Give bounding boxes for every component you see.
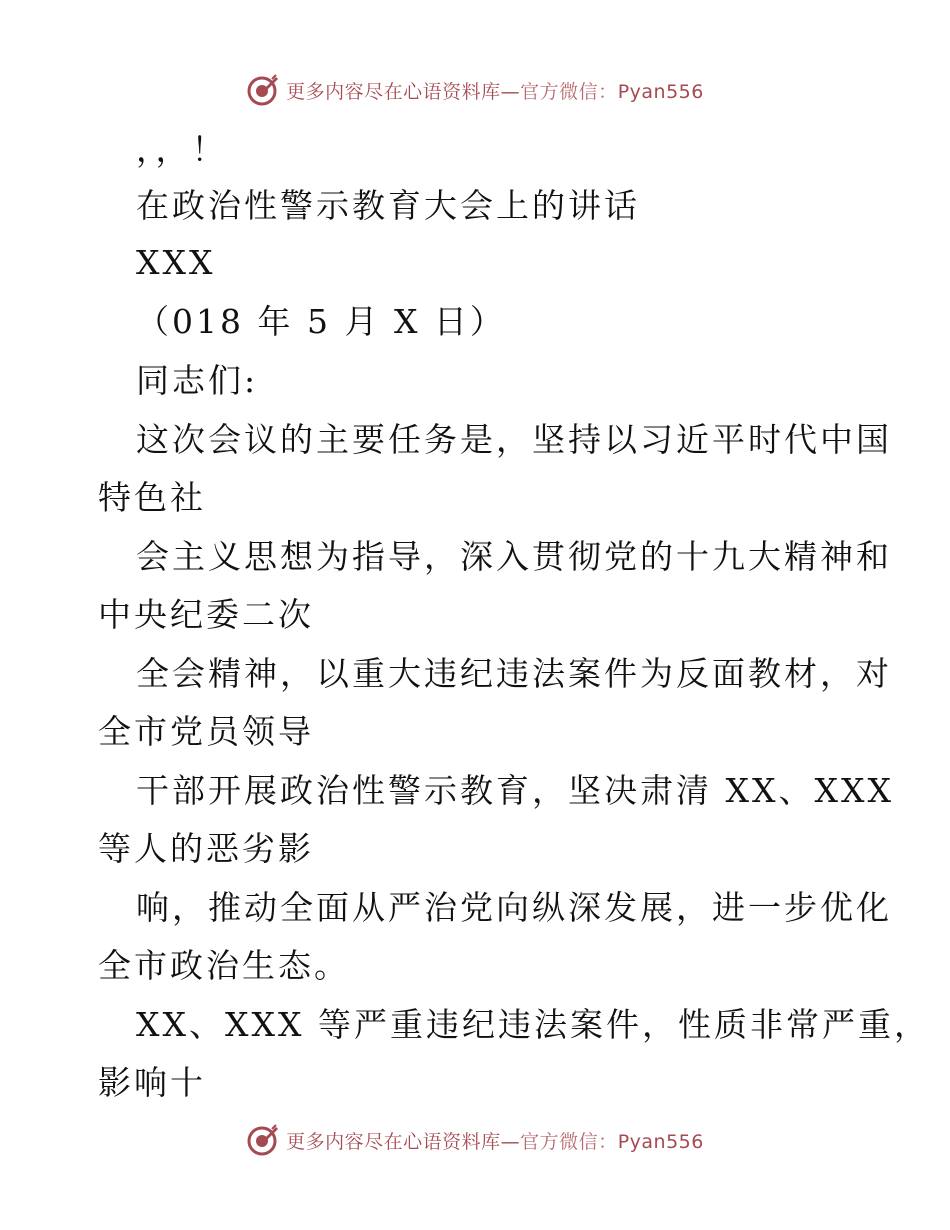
paragraph-line: 全会精神，以重大违纪违法案件为反面教材，对 xyxy=(136,654,892,693)
paragraph-line: 响，推动全面从严治党向纵深发展，进一步优化 xyxy=(136,888,892,927)
banner-text: 更多内容尽在心语资料库—官方微信：Pyan556 xyxy=(286,1130,704,1153)
author-line: XXX xyxy=(136,243,216,282)
paragraph-line: 会主义思想为指导，深入贯彻党的十九大精神和 xyxy=(136,537,892,576)
paragraph-line: 等人的恶劣影 xyxy=(98,829,314,868)
paragraph-line: 全市政治生态。 xyxy=(98,946,350,985)
punctuation-line: ，，！ xyxy=(136,130,228,169)
paragraph-line: 特色社 xyxy=(98,478,206,517)
pen-logo-icon xyxy=(246,73,280,107)
pen-logo-icon xyxy=(246,1123,280,1157)
paragraph-line: 干部开展政治性警示教育，坚决肃清 XX、XXX xyxy=(136,771,894,810)
banner-text: 更多内容尽在心语资料库—官方微信：Pyan556 xyxy=(286,80,704,103)
paragraph-line: XX、XXX 等严重违纪违法案件，性质非常严重， xyxy=(136,1005,930,1044)
paragraph-line: 中央纪委二次 xyxy=(98,595,314,634)
speech-title: 在政治性警示教育大会上的讲话 xyxy=(136,186,640,225)
paragraph-line: 全市党员领导 xyxy=(98,712,314,751)
footer-banner xyxy=(0,1120,950,1160)
salutation: 同志们: xyxy=(136,361,259,400)
paragraph-line: 影响十 xyxy=(98,1063,206,1102)
header-banner xyxy=(0,70,950,110)
date-line: （018 年 5 月 X 日） xyxy=(136,302,506,341)
paragraph-line: 这次会议的主要任务是，坚持以习近平时代中国 xyxy=(136,420,892,459)
